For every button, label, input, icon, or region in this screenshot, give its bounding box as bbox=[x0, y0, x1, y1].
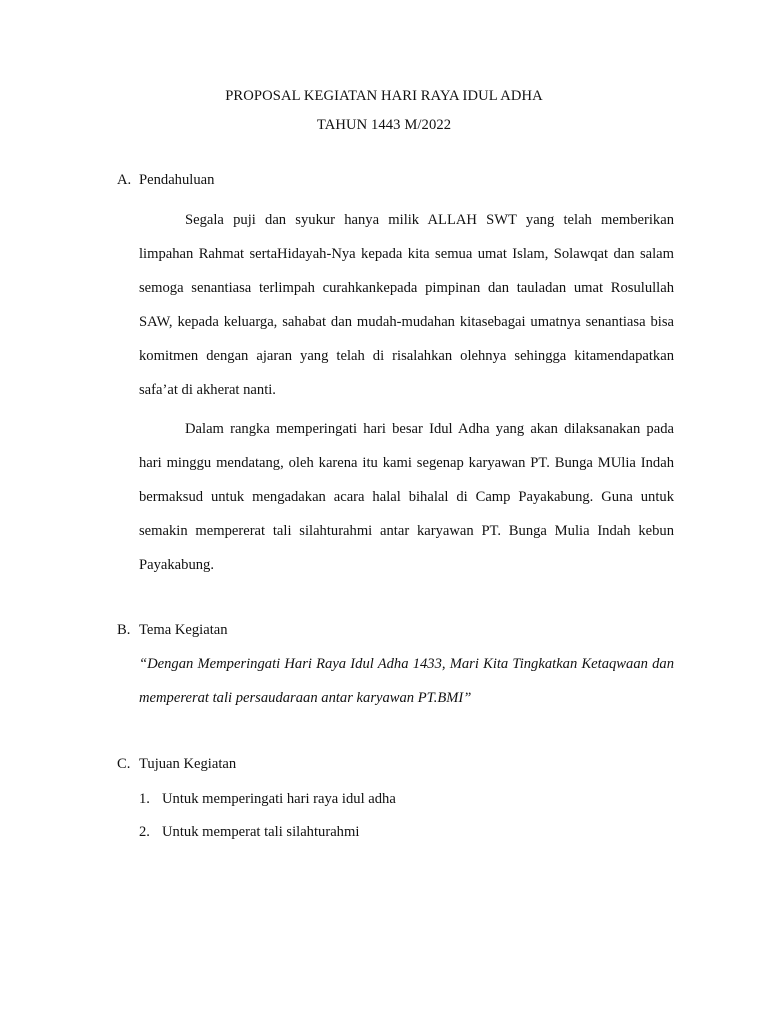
list-item-text: Untuk memperat tali silahturahmi bbox=[162, 824, 360, 840]
paragraph-introduction-1: Segala puji dan syukur hanya milik ALLAH SWT yang telah memberikan limpahan Rahmat sertaHidayah-Nya kepada kita semua umat Islam, Solawqat dan salam semoga senantiasa terlimpah curahkankepada pimpinan dan tauladan umat Rosulullah SAW, kepada keluarga, sahabat dan mudah-mudahan kitasebagai umatnya senantiasa bisa komitmen dengan ajaran yang telah di risalahkan olehnya sehingga kitamendapatkan safa’at di akherat nanti. bbox=[139, 212, 674, 398]
section-heading-b bbox=[117, 622, 228, 639]
section-letter: B. bbox=[117, 622, 131, 638]
section-title: Tema Kegiatan bbox=[139, 622, 228, 638]
paragraph-introduction-2: Dalam rangka memperingati hari besar Idul Adha yang akan dilaksanakan pada hari minggu mendatang, oleh karena itu kami segenap karyawan PT. Bunga MUlia Indah bermaksud untuk mengadakan acara halal bihalal di Camp Payakabung. Guna untuk semakin mempererat tali silahturahmi antar karyawan PT. Bunga Mulia Indah kebun Payakabung. bbox=[139, 421, 674, 573]
section-letter: A. bbox=[117, 172, 132, 188]
section-title: Tujuan Kegiatan bbox=[139, 756, 237, 772]
section-letter: C. bbox=[117, 756, 131, 772]
list-item-text: Untuk memperingati hari raya idul adha bbox=[162, 791, 396, 807]
theme-quote: “Dengan Memperingati Hari Raya Idul Adha 1433, Mari Kita Tingkatkan Ketaqwaan dan mempererat tali persaudaraan antar karyawan PT.BMI” bbox=[139, 656, 674, 706]
list-item-number: 1. bbox=[139, 791, 150, 807]
document-title-line-2: TAHUN 1443 M/2022 bbox=[316, 117, 452, 133]
list-item-number: 2. bbox=[139, 824, 150, 840]
document-title-line-1: PROPOSAL KEGIATAN HARI RAYA IDUL ADHA bbox=[225, 88, 543, 104]
section-heading-c bbox=[117, 756, 236, 773]
section-heading-a bbox=[117, 172, 214, 189]
list-item bbox=[139, 791, 396, 824]
section-title: Pendahuluan bbox=[139, 172, 215, 188]
list-item bbox=[139, 824, 396, 857]
objectives-list bbox=[139, 791, 396, 857]
